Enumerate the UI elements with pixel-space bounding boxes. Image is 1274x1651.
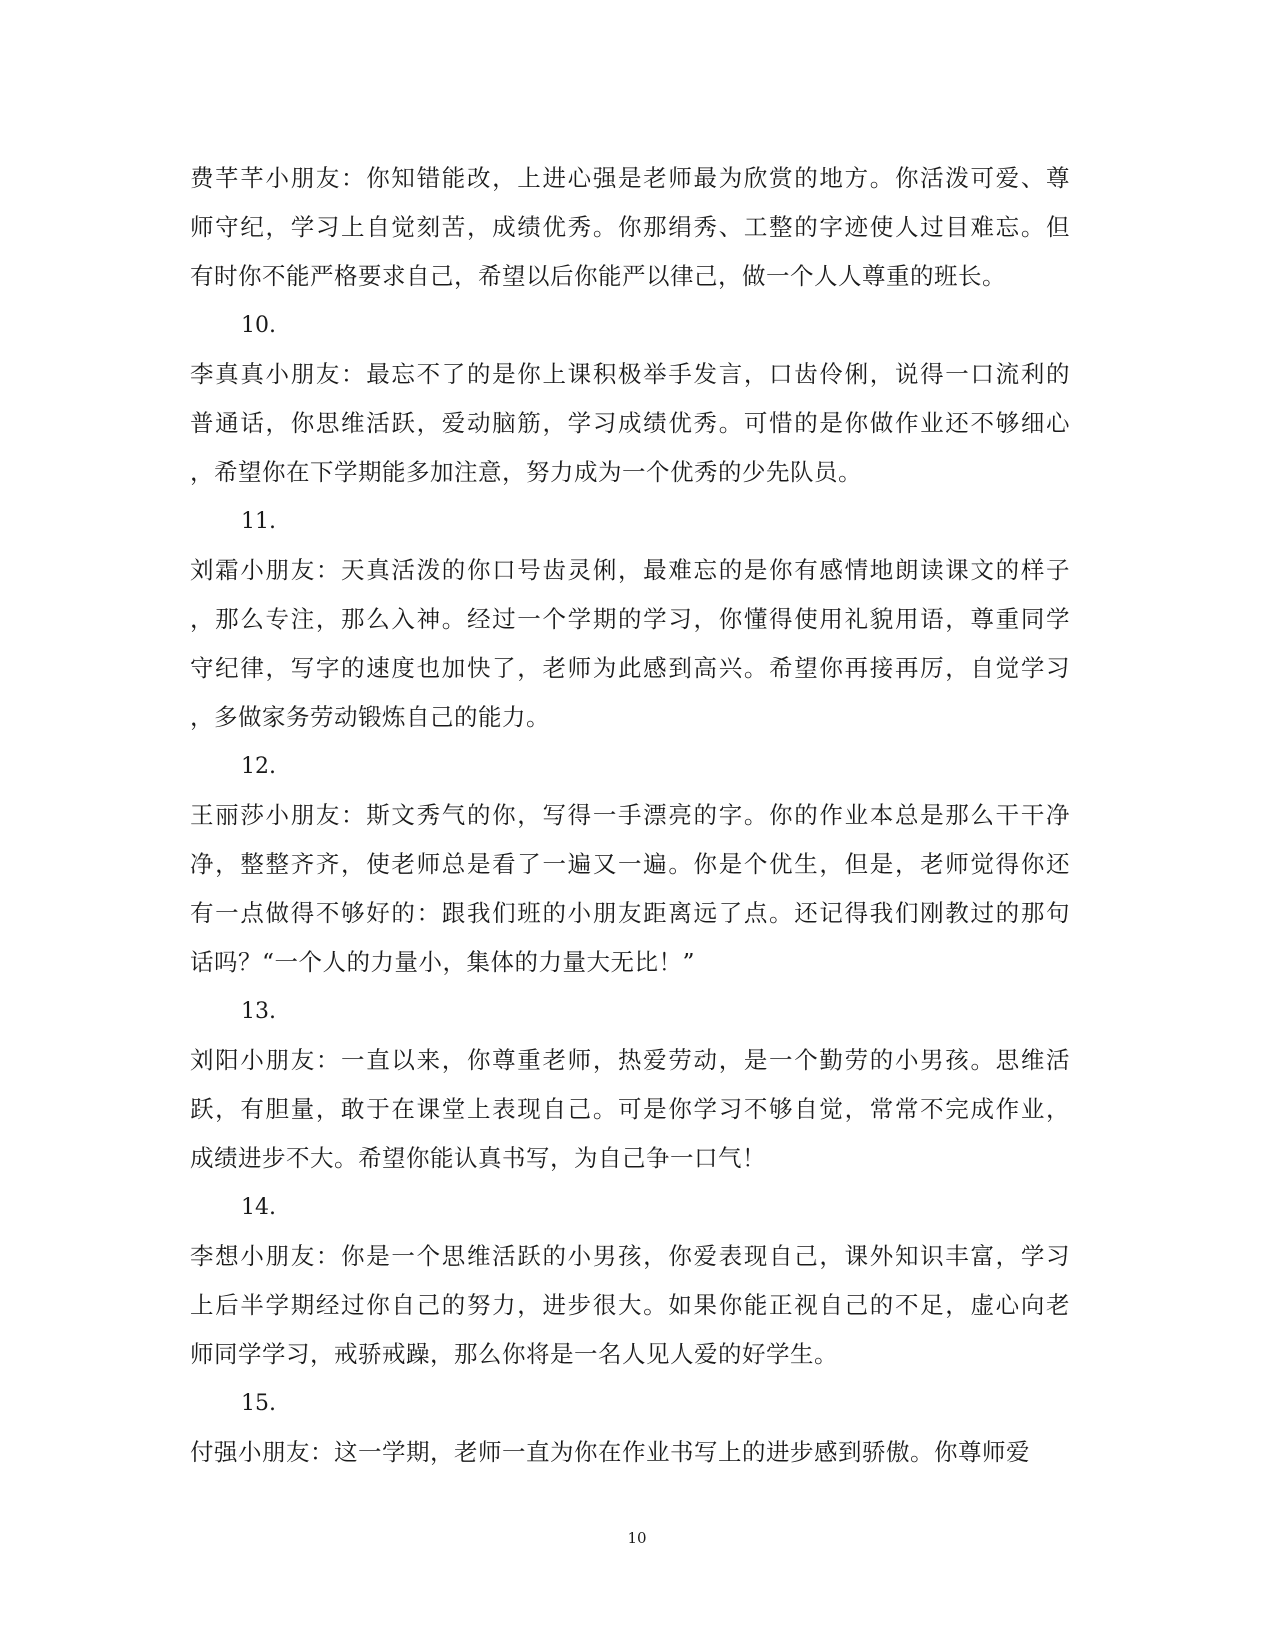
comment-paragraph <box>190 791 1070 987</box>
text-line: 李想小朋友：你是一个思维活跃的小男孩，你爱表现自己，课外知识丰富，学习 <box>190 1242 1070 1270</box>
text-line: 跃，有胆量，敢于在课堂上表现自己。可是你学习不够自觉，常常不完成作业， <box>190 1095 1070 1123</box>
text-line: 成绩进步不大。希望你能认真书写，为自己争一口气！ <box>190 1144 766 1172</box>
text-line: 师守纪，学习上自觉刻苦，成绩优秀。你那绢秀、工整的字迹使人过目难忘。但 <box>190 213 1070 241</box>
text-line: 普通话，你思维活跃，爱动脑筋，学习成绩优秀。可惜的是你做作业还不够细心 <box>190 409 1070 437</box>
text-line: 话吗？“一个人的力量小，集体的力量大无比！” <box>190 948 696 976</box>
comment-number: 10. <box>241 313 276 338</box>
text-line: ，希望你在下学期能多加注意，努力成为一个优秀的少先队员。 <box>190 458 862 486</box>
comment-paragraph <box>190 154 1070 301</box>
text-line: ，多做家务劳动锻炼自己的能力。 <box>190 703 550 731</box>
comment-paragraph <box>190 1428 1070 1477</box>
text-line: 师同学学习，戒骄戒躁，那么你将是一名人见人爱的好学生。 <box>190 1340 838 1368</box>
comment-number: 14. <box>241 1195 276 1220</box>
text-line: 有一点做得不够好的：跟我们班的小朋友距离远了点。还记得我们刚教过的那句 <box>190 899 1070 927</box>
text-line: 上后半学期经过你自己的努力，进步很大。如果你能正视自己的不足，虚心向老 <box>190 1291 1070 1319</box>
text-line: 王丽莎小朋友：斯文秀气的你，写得一手漂亮的字。你的作业本总是那么干干净 <box>190 801 1070 829</box>
page-number: 10 <box>627 1529 647 1547</box>
text-line: ，那么专注，那么入神。经过一个学期的学习，你懂得使用礼貌用语，尊重同学 <box>190 605 1070 633</box>
comment-number: 15. <box>241 1391 276 1416</box>
text-line: 费芊芊小朋友：你知错能改，上进心强是老师最为欣赏的地方。你活泼可爱、尊 <box>190 164 1070 192</box>
comment-paragraph <box>190 1232 1070 1379</box>
comment-paragraph <box>190 546 1070 742</box>
comment-number: 11. <box>241 509 276 534</box>
comment-paragraph <box>190 1036 1070 1183</box>
text-line: 净，整整齐齐，使老师总是看了一遍又一遍。你是个优生，但是，老师觉得你还 <box>190 850 1070 878</box>
document-body <box>190 154 1070 1477</box>
comment-number: 12. <box>241 754 276 779</box>
text-line: 李真真小朋友：最忘不了的是你上课积极举手发言，口齿伶俐，说得一口流利的 <box>190 360 1070 388</box>
comment-paragraph <box>190 350 1070 497</box>
text-line: 有时你不能严格要求自己，希望以后你能严以律己，做一个人人尊重的班长。 <box>190 262 1006 290</box>
text-line: 付强小朋友：这一学期，老师一直为你在作业书写上的进步感到骄傲。你尊师爱 <box>190 1438 1030 1466</box>
text-line: 刘阳小朋友：一直以来，你尊重老师，热爱劳动，是一个勤劳的小男孩。思维活 <box>190 1046 1070 1074</box>
text-line: 刘霜小朋友：天真活泼的你口号齿灵俐，最难忘的是你有感情地朗读课文的样子 <box>190 556 1070 584</box>
comment-number: 13. <box>241 999 276 1024</box>
text-line: 守纪律，写字的速度也加快了，老师为此感到高兴。希望你再接再厉，自觉学习 <box>190 654 1070 682</box>
